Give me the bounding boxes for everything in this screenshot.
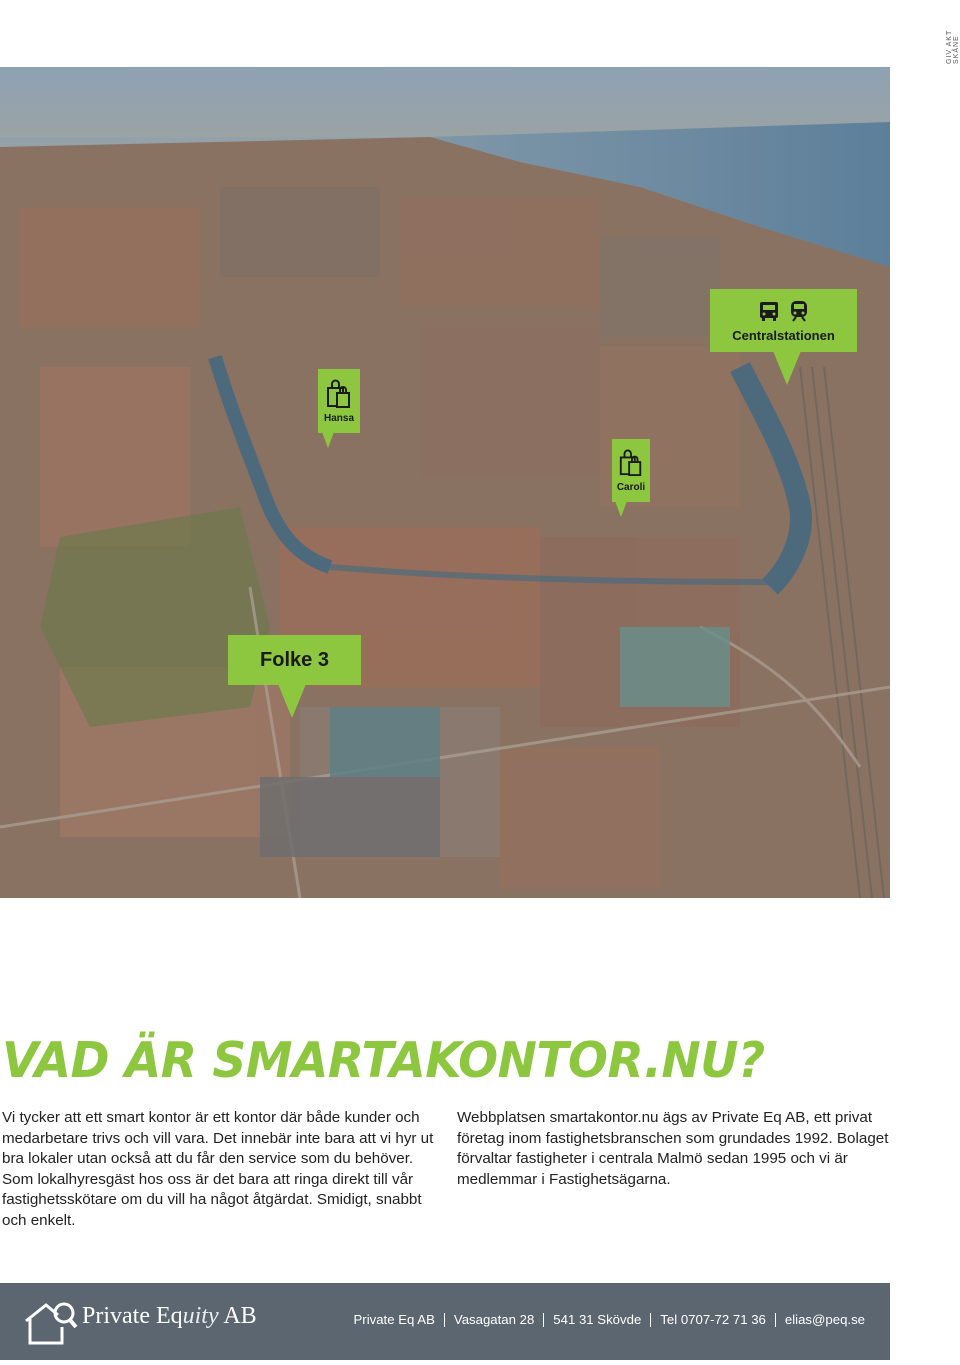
- separator: [543, 1313, 544, 1327]
- aerial-city-illustration: [0, 67, 890, 898]
- house-search-logo-icon: [22, 1297, 78, 1347]
- hansa-label: Hansa: [323, 412, 354, 424]
- brand-name: [82, 1303, 257, 1330]
- contact-address: Vasagatan 28: [453, 1312, 535, 1327]
- train-icon: [788, 300, 810, 322]
- side-tag: GIV AKT SKÅNE: [946, 29, 960, 64]
- separator: [775, 1313, 776, 1327]
- hansa-marker: [318, 369, 360, 433]
- marker-pointer: [278, 684, 306, 718]
- caroli-label: Caroli: [616, 482, 646, 493]
- contact-company: Private Eq AB: [353, 1312, 435, 1327]
- folke-3-label: Folke 3: [260, 648, 329, 671]
- marker-pointer: [322, 432, 334, 448]
- contact-phone[interactable]: Tel 0707-72 71 36: [660, 1312, 766, 1327]
- contact-line: [354, 1312, 866, 1327]
- intro-paragraph: Vi tycker att ett smart kontor är ett kontor där både kunder och medarbetare trivs och vill vara. Det innebär inte bara att vi hyr ut bra lokaler utan också att du får den service som du behöver. Som lokalhyresgäst hos oss är det bara att ringa direkt till vår fastighetsskötare om du vill ha något åtgärdat. Smidigt, snabbt och enkelt.: [2, 1109, 434, 1229]
- folke-3-marker: [228, 635, 361, 685]
- brand-part-1: Private Eq: [82, 1303, 183, 1329]
- contact-email[interactable]: elias@peq.se: [784, 1312, 865, 1327]
- marker-pointer: [615, 501, 627, 517]
- footer-bar: [0, 1283, 890, 1360]
- brand-part-2: uity: [182, 1303, 219, 1329]
- centralstationen-marker: [710, 289, 857, 352]
- intro-column: [2, 1108, 442, 1232]
- about-paragraph: Webbplatsen smartakontor.nu ägs av Private Eq AB, ett privat företag inom fastighetsbranschen som grundades 1992. Bolaget förvaltar fastigheter i centrala Malmö sedan 1995 och vi är medlemmar i Fastighetsägarna.: [457, 1109, 889, 1188]
- contact-postal: 541 31 Skövde: [553, 1312, 642, 1327]
- bus-icon: [758, 300, 780, 322]
- page-title: VAD ÄR SMARTAKONTOR.NU?: [2, 1031, 765, 1090]
- shopping-bag-icon: [325, 379, 353, 409]
- separator: [650, 1313, 651, 1327]
- shopping-bag-icon: [618, 448, 644, 478]
- centralstationen-label: Centralstationen: [732, 328, 835, 343]
- aerial-photo: [0, 67, 890, 898]
- caroli-marker: [612, 439, 650, 502]
- marker-pointer: [773, 351, 801, 385]
- brand-part-3: AB: [218, 1303, 257, 1329]
- about-column: [457, 1108, 897, 1190]
- separator: [444, 1313, 445, 1327]
